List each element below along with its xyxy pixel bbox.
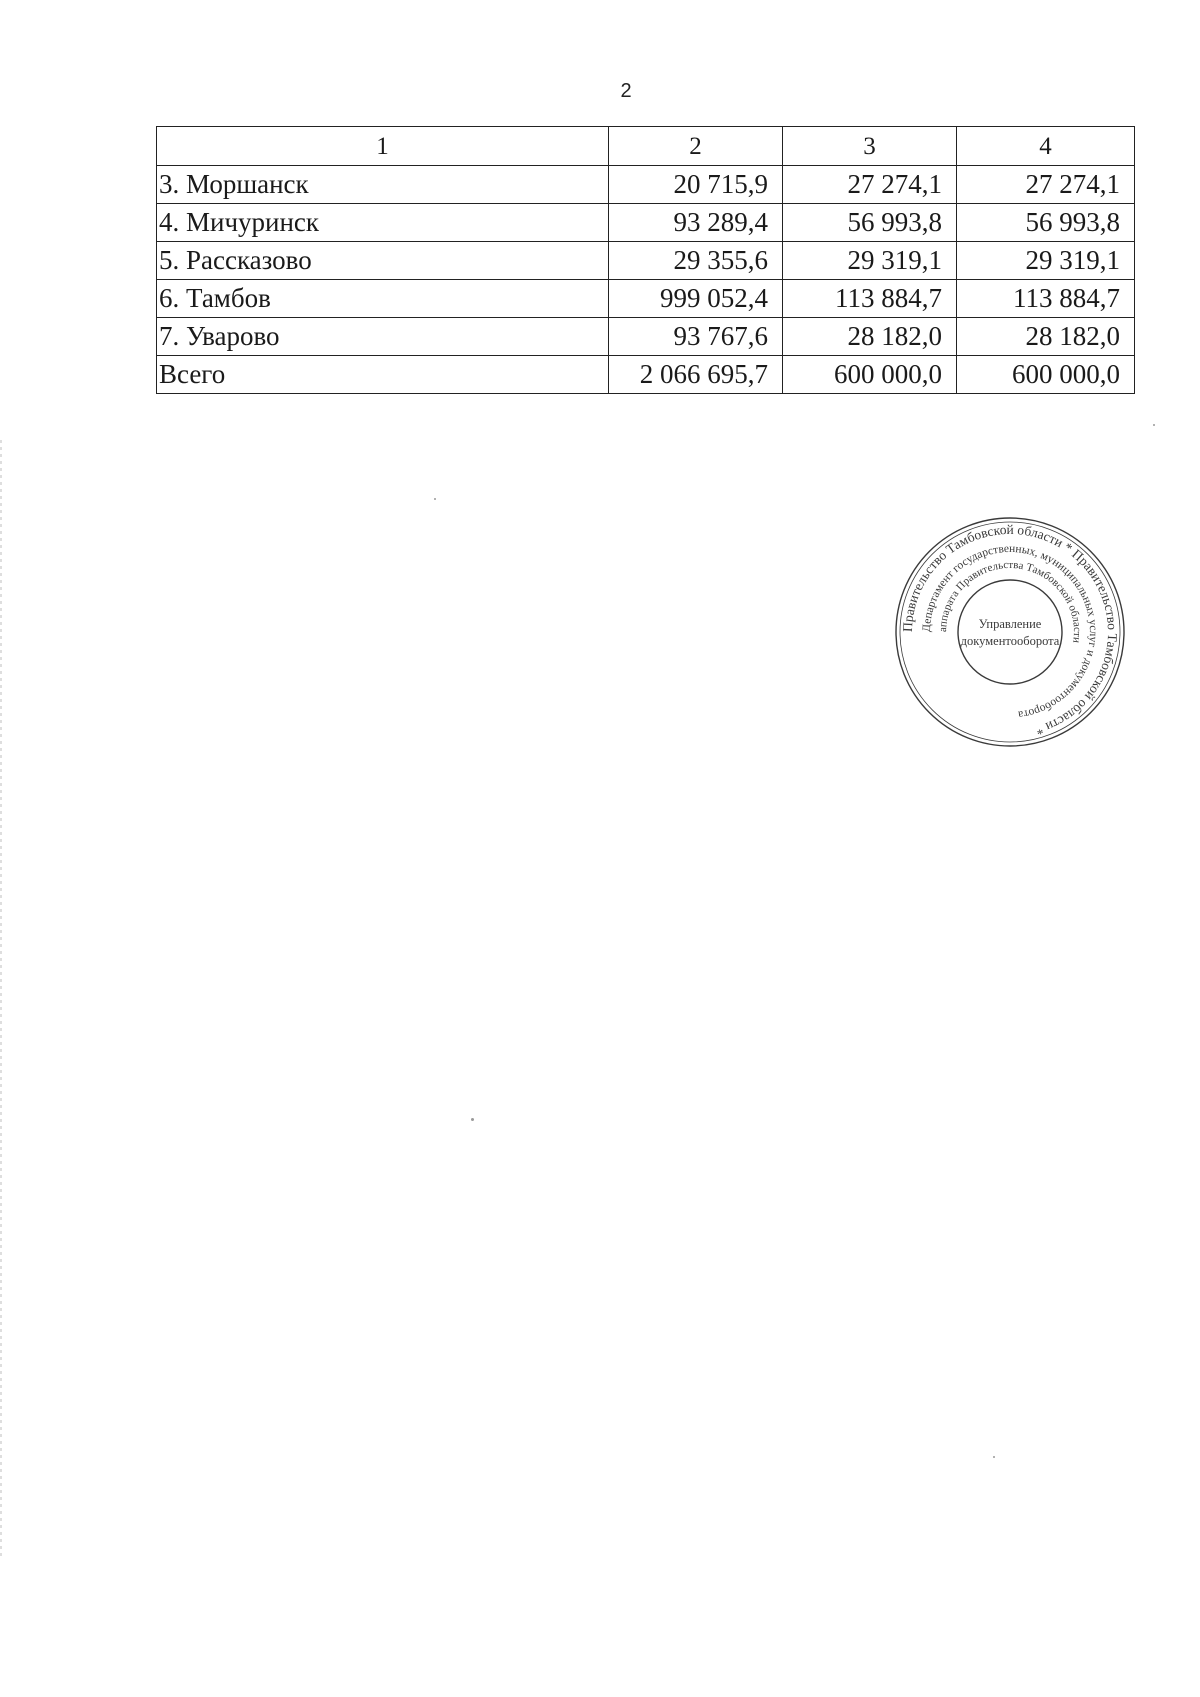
row-value-2: 20 715,9	[609, 166, 783, 204]
seal-middle-text: Департамент государственных, муниципальных услуг и документооборота	[920, 542, 1100, 721]
row-value-2: 999 052,4	[609, 280, 783, 318]
header-cell-3: 3	[783, 127, 957, 166]
table-row	[157, 280, 1135, 318]
data-table	[156, 126, 1135, 394]
page-number: 2	[620, 80, 632, 102]
scan-speck	[471, 1118, 474, 1121]
table-header-row	[157, 127, 1135, 166]
table-total-row	[157, 356, 1135, 394]
seal-center-line-2: документооборота	[960, 634, 1060, 648]
row-value-3: 113 884,7	[783, 280, 957, 318]
seal-inner-text: аппарата Правительства Тамбовской области	[936, 558, 1084, 644]
row-value-3: 29 319,1	[783, 242, 957, 280]
seal-graphic	[892, 514, 1128, 750]
row-value-3: 56 993,8	[783, 204, 957, 242]
seal-outer-text: Правительство Тамбовской области * Правительство Тамбовской области *	[899, 521, 1121, 739]
seal-center-line-1: Управление	[978, 617, 1042, 631]
row-value-2: 29 355,6	[609, 242, 783, 280]
row-value-2: 93 289,4	[609, 204, 783, 242]
row-value-4: 113 884,7	[957, 280, 1135, 318]
row-value-4: 27 274,1	[957, 166, 1135, 204]
seal-inner-ring	[958, 580, 1062, 684]
scan-speck	[993, 1456, 995, 1458]
total-label: Всего	[157, 356, 609, 394]
row-name: 7. Уварово	[157, 318, 609, 356]
row-value-2: 93 767,6	[609, 318, 783, 356]
header-cell-1: 1	[157, 127, 609, 166]
row-value-4: 29 319,1	[957, 242, 1135, 280]
row-value-3: 27 274,1	[783, 166, 957, 204]
row-name: 5. Рассказово	[157, 242, 609, 280]
table-row	[157, 166, 1135, 204]
total-value-4: 600 000,0	[957, 356, 1135, 394]
row-name: 4. Мичуринск	[157, 204, 609, 242]
row-value-4: 28 182,0	[957, 318, 1135, 356]
row-name: 3. Моршанск	[157, 166, 609, 204]
scan-speck	[1153, 424, 1155, 426]
row-value-3: 28 182,0	[783, 318, 957, 356]
scan-edge-artifact	[0, 440, 2, 1560]
header-cell-2: 2	[609, 127, 783, 166]
header-cell-4: 4	[957, 127, 1135, 166]
total-value-3: 600 000,0	[783, 356, 957, 394]
total-value-2: 2 066 695,7	[609, 356, 783, 394]
table-row	[157, 204, 1135, 242]
table-row	[157, 242, 1135, 280]
row-name: 6. Тамбов	[157, 280, 609, 318]
official-seal-stamp	[892, 514, 1128, 750]
table-row	[157, 318, 1135, 356]
row-value-4: 56 993,8	[957, 204, 1135, 242]
scan-speck	[434, 498, 436, 500]
